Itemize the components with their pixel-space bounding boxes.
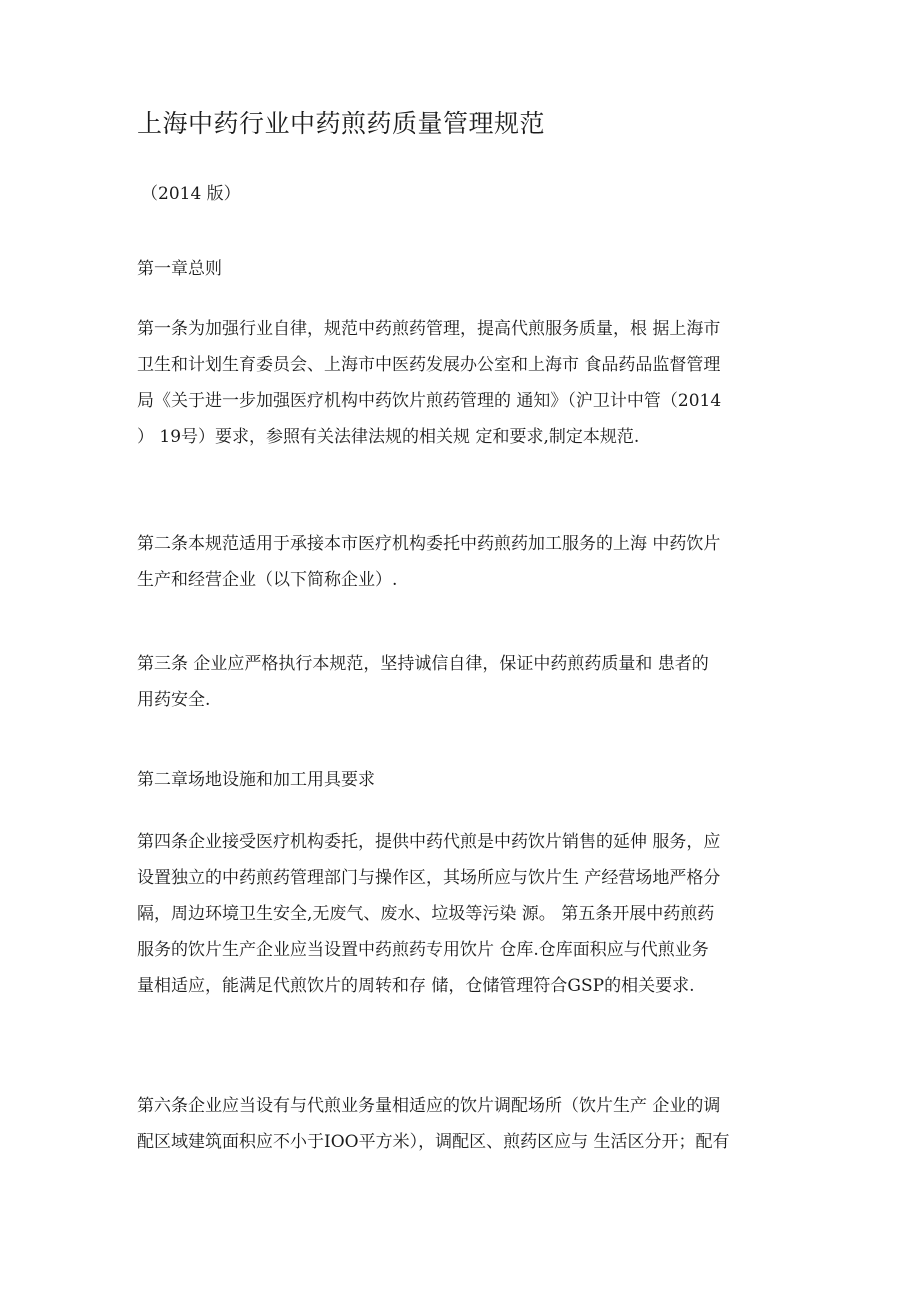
paragraph-line: 用药安全. (137, 690, 211, 710)
paragraph-line: 第二条本规范适用于承接本市医疗机构委托中药煎药加工服务的上海 中药饮片 (137, 534, 721, 554)
article-1-paragraph (137, 311, 797, 455)
paragraph-line: ） 19号）要求，参照有关法律法规的相关规 定和要求,制定本规范. (137, 427, 640, 447)
paragraph-line: 量相适应，能满足代煎饮片的周转和存 储，仓储管理符合GSP的相关要求. (137, 976, 695, 996)
paragraph-line: 隔，周边环境卫生安全,无废气、废水、垃圾等污染 源。 第五条开展中药煎药 (137, 904, 715, 924)
paragraph-line: 局《关于进一步加强医疗机构中药饮片煎药管理的 通知》（沪卫计中管（2014 (137, 391, 722, 411)
article-6-paragraph (137, 1088, 797, 1160)
document-title: 上海中药行业中药煎药质量管理规范 (137, 109, 546, 138)
chapter-2-heading: 第二章场地设施和加工用具要求 (137, 770, 375, 790)
paragraph-line: 第三条 企业应严格执行本规范，坚持诚信自律，保证中药煎药质量和 患者的 (137, 654, 709, 674)
paragraph-line: 配区域建筑面积应不小于IOO平方米），调配区、煎药区应与 生活区分开；配有 (137, 1132, 730, 1152)
article-2-paragraph (137, 526, 797, 598)
paragraph-line: 第四条企业接受医疗机构委托，提供中药代煎是中药饮片销售的延伸 服务，应 (137, 832, 721, 852)
article-3-paragraph (137, 646, 797, 718)
paragraph-line: 第一条为加强行业自律，规范中药煎药管理，提高代煎服务质量，根 据上海市 (137, 319, 721, 339)
edition-label: （2014 版） (141, 184, 241, 204)
paragraph-line: 服务的饮片生产企业应当设置中药煎药专用饮片 仓库.仓库面积应与代煎业务 (137, 940, 709, 960)
article-4-5-paragraph (137, 824, 797, 1004)
paragraph-line: 第六条企业应当设有与代煎业务量相适应的饮片调配场所（饮片生产 企业的调 (137, 1096, 721, 1116)
paragraph-line: 卫生和计划生育委员会、上海市中医药发展办公室和上海市 食品药品监督管理 (137, 355, 721, 375)
paragraph-line: 设置独立的中药煎药管理部门与操作区，其场所应与饮片生 产经营场地严格分 (137, 868, 721, 888)
chapter-1-heading: 第一章总则 (137, 259, 222, 279)
paragraph-line: 生产和经营企业（以下简称企业）. (137, 570, 398, 590)
